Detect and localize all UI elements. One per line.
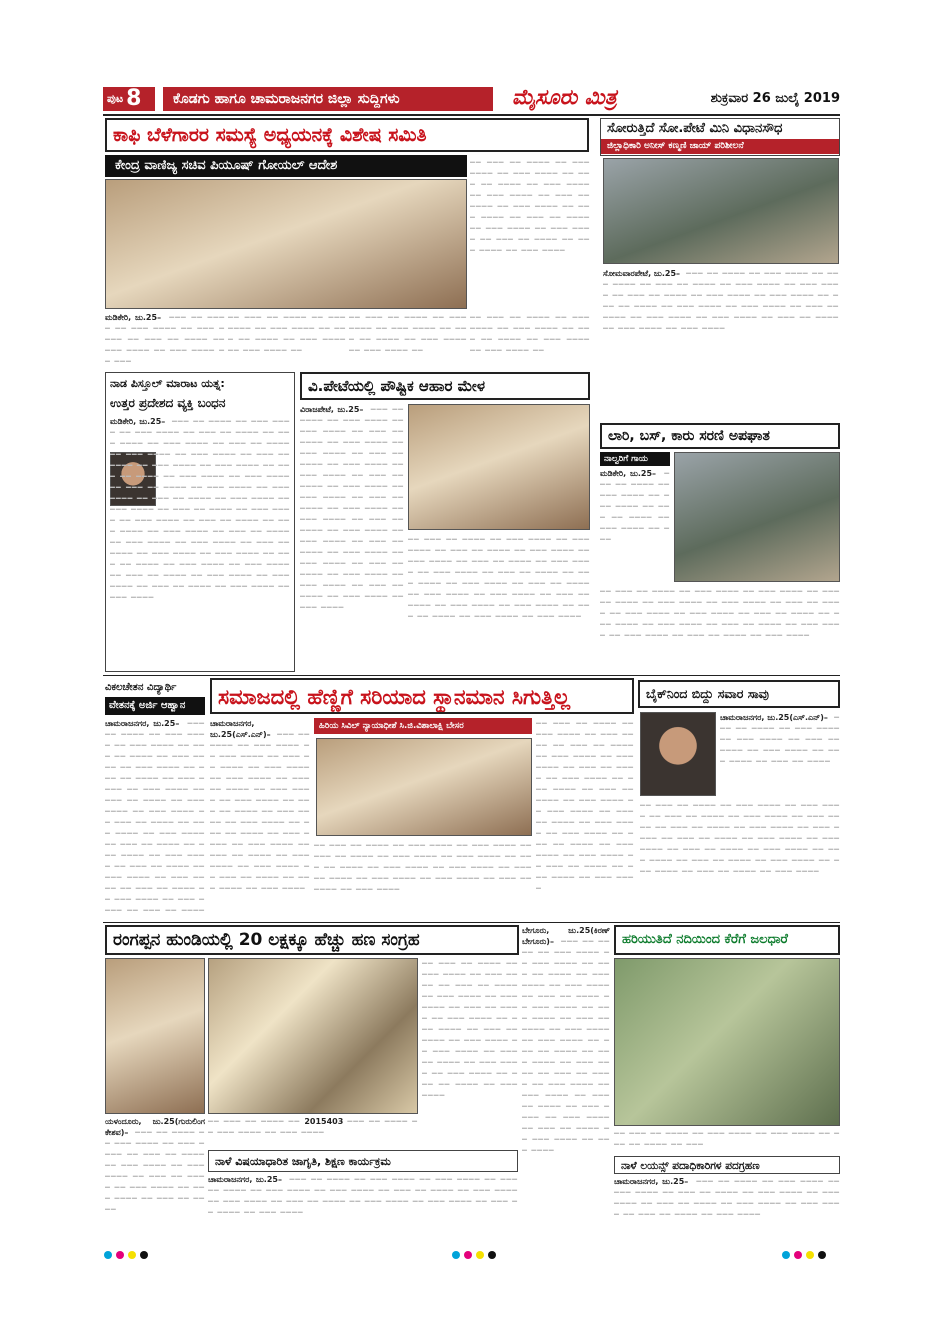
story7-photo-event: [316, 738, 532, 836]
dot-yellow: [476, 1251, 484, 1259]
story5-body-col1: ಮಡಿಕೇರಿ, ಜು.25– ━━━ ━━ ━━━━ ━━ ━━━ ━━━━ ━━ ━━━ ━━━━ ━━ ━━━ ━━ ━━━━ ━━ ━━━ ━━━━ ━━ ━━━: [600, 469, 670, 544]
masthead-logo: ಮೈಸೂರು ಮಿತ್ರ: [512, 84, 617, 109]
dot-yellow: [806, 1251, 814, 1259]
story1-body-col2b: ━━ ━━━ ━━ ━━━━ ━━ ━━━ ━━━━ ━━ ━━━ ━━━━ ━━ ━━━ ━━ ━━━━ ━━ ━━━ ━━━━ ━━ ━━━ ━━━━ ━━: [349, 313, 467, 355]
story11-dateline: ಚಾಮರಾಜನಗರ, ಜು.25–: [208, 1175, 282, 1184]
story10-headline: ಹರಿಯುತಿದೆ ನದಿಯಿಂದ ಕೆರೆಗೆ ಜಲಧಾರೆ: [614, 925, 840, 955]
story6-dateline: ಚಾಮರಾಜನಗರ, ಜು.25–: [105, 719, 180, 728]
story8-dateline: ಚಾಮರಾಜನಗರ, ಜು.25(ಎಸ್.ಎನ್)–: [720, 713, 828, 722]
story5-photo-accident: [674, 452, 840, 582]
dot-magenta: [116, 1251, 124, 1259]
story3-headline1: ನಾಡ ಪಿಸ್ತೂಲ್ ಮಾರಾಟ ಯತ್ನ:: [110, 377, 225, 390]
lower-rule: [103, 922, 840, 923]
story1-subhead: ಕೇಂದ್ರ ವಾಣಿಜ್ಯ ಸಚಿವ ಪಿಯೂಷ್ ಗೋಯಲ್ ಆದೇಶ: [105, 155, 467, 177]
dot-black: [818, 1251, 826, 1259]
dot-black: [140, 1251, 148, 1259]
story9-body-col3: ━━ ━━━ ━━ ━━━━ ━━ ━━━ ━━━━ ━━ ━━━ ━━━━ ━━ ━━━ ━━ ━━━━ ━━ ━━━ ━━━━ ━━ ━━━ ━━━━ ━━ ━━━ ━━ ━━━━ ━━ ━━━ ━━━━ ━━ ━━━ ━━━━ ━━ ━━━ ━━ ━━━━ ━━ ━━━ ━━━━ ━━ ━━━ ━━━━ ━━ ━━━ ━━ ━━━━ ━━ ━━━ ━━━━ ━━ ━━━ ━━━━ ━━ ━━━ ━━ ━━━━ ━━ ━━━ ━━━━: [422, 959, 518, 1098]
story10-photo-water: [614, 958, 840, 1126]
story4-body-col2: ━━ ━━━ ━━ ━━━━ ━━ ━━━ ━━━━ ━━ ━━━ ━━━━ ━━ ━━━ ━━ ━━━━ ━━ ━━━ ━━━━ ━━ ━━━ ━━━━ ━━ ━━━ ━━ ━━━━ ━━ ━━━ ━━━━ ━━ ━━━ ━━━━ ━━ ━━━ ━━ ━━━━ ━━ ━━━ ━━━━ ━━ ━━━ ━━━━ ━━ ━━━ ━━ ━━━━ ━━ ━━━ ━━━━ ━━ ━━━ ━━━━ ━━ ━━━ ━━ ━━━━ ━━ ━━━ ━━━━ ━━ ━━━ ━━━━ ━━ ━━━ ━━ ━━━━ ━━ ━━━ ━━━━ ━━ ━━━ ━━━━: [408, 535, 590, 621]
story8-body-col1: ಚಾಮರಾಜನಗರ, ಜು.25(ಎಸ್.ಎನ್)– ━━━ ━━ ━━━━ ━━ ━━━ ━━━━ ━━ ━━━ ━━━━ ━━ ━━━ ━━ ━━━━ ━━ ━━━ ━━━━ ━━ ━━━ ━━━━ ━━ ━━━ ━━ ━━━━: [720, 713, 840, 766]
story9-headline: ರಂಗಪ್ಪನ ಹುಂಡಿಯಲ್ಲಿ 20 ಲಕ್ಷಕ್ಕೂ ಹೆಚ್ಚು ಹಣ ಸಂಗ್ರಹ: [105, 925, 519, 955]
story11-headline: ನಾಳೆ ವಿಷಯಾಧಾರಿತ ಜಾಗೃತಿ, ಶಿಕ್ಷಣ ಕಾರ್ಯಕ್ರಮ: [208, 1150, 518, 1172]
issue-date: ಶುಕ್ರವಾರ 26 ಜುಲೈ 2019: [710, 91, 840, 106]
story6-body: ಚಾಮರಾಜನಗರ, ಜು.25– ━━━ ━━ ━━━━ ━━ ━━━ ━━━━ ━━ ━━━ ━━━━ ━━ ━━━ ━━ ━━━━ ━━ ━━━ ━━━━ ━━ ━━━ ━━━━ ━━ ━━━ ━━ ━━━━ ━━ ━━━ ━━━━ ━━ ━━━ ━━━━ ━━ ━━━ ━━ ━━━━ ━━ ━━━ ━━━━ ━━ ━━━ ━━━━ ━━ ━━━ ━━ ━━━━ ━━ ━━━ ━━━━ ━━ ━━━ ━━━━ ━━ ━━━ ━━ ━━━━ ━━ ━━━ ━━━━ ━━ ━━━ ━━━━ ━━ ━━━ ━━ ━━━━ ━━ ━━━ ━━━━ ━━ ━━━ ━━━━ ━━ ━━━ ━━ ━━━━ ━━ ━━━ ━━━━ ━━ ━━━ ━━━━ ━━ ━━━ ━━ ━━━━: [105, 719, 205, 915]
story9-photo-counting: [208, 958, 418, 1114]
story8-photo-victim: [640, 712, 716, 796]
story2-headline: ಸೋರುತ್ತಿದೆ ಸೋ.ಪೇಟೆ ಮಿನಿ ವಿಧಾನಸೌಧ: [607, 121, 783, 136]
story7-body-col1: ಚಾಮರಾಜನಗರ, ಜು.25(ಎಸ್.ಎನ್)– ━━━ ━━ ━━━━ ━━ ━━━ ━━━━ ━━ ━━━ ━━━━ ━━ ━━━ ━━ ━━━━ ━━ ━━━ ━━━━ ━━ ━━━ ━━━━ ━━ ━━━ ━━ ━━━━ ━━ ━━━ ━━━━ ━━ ━━━ ━━━━ ━━ ━━━ ━━ ━━━━ ━━ ━━━ ━━━━ ━━ ━━━ ━━━━ ━━ ━━━ ━━ ━━━━ ━━ ━━━ ━━━━ ━━ ━━━ ━━━━ ━━ ━━━ ━━ ━━━━ ━━ ━━━ ━━━━ ━━ ━━━ ━━━━ ━━ ━━━ ━━ ━━━━ ━━ ━━━ ━━━━ ━━ ━━━ ━━━━: [210, 719, 310, 893]
story1-body-col3: ━━ ━━━ ━━ ━━━━ ━━ ━━━ ━━━━ ━━ ━━━ ━━━━ ━━ ━━━ ━━ ━━━━ ━━ ━━━ ━━━━ ━━ ━━━ ━━━━ ━━ ━━━ ━━ ━━━━ ━━ ━━━ ━━━━ ━━ ━━━ ━━━━ ━━ ━━━ ━━ ━━━━ ━━ ━━━ ━━━━ ━━ ━━━ ━━━━ ━━ ━━━ ━━ ━━━━ ━━ ━━━ ━━━━ ━━ ━━━ ━━━━: [470, 158, 590, 255]
story5-subhead: ನಾಲ್ವರಿಗೆ ಗಾಯ: [600, 452, 670, 466]
story6-headline2: ವೇತನಕ್ಕೆ ಅರ್ಜಿ ಆಹ್ವಾನ: [105, 697, 205, 715]
story1-body-col1: ಮಡಿಕೇರಿ, ಜು.25– ━━━ ━━ ━━━━ ━━ ━━━ ━━━━ ━━ ━━━ ━━━━ ━━ ━━━ ━━ ━━━━ ━━ ━━━ ━━━━ ━━ ━━━ ━━━━ ━━ ━━━: [105, 313, 225, 366]
story4-photo-fair: [408, 404, 590, 530]
story2-body: ಸೋಮವಾರಪೇಟೆ, ಜು.25– ━━━ ━━ ━━━━ ━━ ━━━ ━━━━ ━━ ━━━ ━━━━ ━━ ━━━ ━━ ━━━━ ━━ ━━━ ━━━━ ━━ ━━━ ━━━━ ━━ ━━━ ━━ ━━━━ ━━ ━━━ ━━━━ ━━ ━━━ ━━━━ ━━ ━━━ ━━ ━━━━ ━━ ━━━ ━━━━ ━━ ━━━ ━━━━ ━━ ━━━ ━━ ━━━━ ━━ ━━━ ━━━━ ━━ ━━━ ━━━━ ━━ ━━━ ━━ ━━━━ ━━ ━━━ ━━━━ ━━ ━━━ ━━━━: [603, 269, 839, 333]
story9-body-col2: ━━ ━━━ ━━ ━━━━ ━━ 2015403 ━━━ ━━ ━━━━ ━━ ━━━ ━━━━ ━━ ━━━ ━━━━: [208, 1117, 418, 1137]
story10-dateline: ಬೇಗೂರು, ಜು.25(ಕಿರಣ್ ಬೇಗೂರು)–: [522, 926, 610, 946]
story2-photo-inspection: [603, 158, 839, 264]
registration-dots-right: [782, 1244, 842, 1254]
story3-body: ಮಡಿಕೇರಿ, ಜು.25– ━━━ ━━ ━━━━ ━━ ━━━ ━━━━ ━━ ━━━ ━━━━ ━━ ━━━ ━━ ━━━━ ━━ ━━━ ━━━━ ━━ ━━━ ━━━━ ━━ ━━━ ━━ ━━━━ ━━ ━━━ ━━━━ ━━ ━━━ ━━━━ ━━ ━━━ ━━ ━━━━ ━━ ━━━ ━━━━ ━━ ━━━ ━━━━ ━━ ━━━ ━━ ━━━━ ━━ ━━━ ━━━━ ━━ ━━━ ━━━━ ━━ ━━━ ━━ ━━━━ ━━ ━━━ ━━━━ ━━ ━━━ ━━━━ ━━ ━━━ ━━ ━━━━ ━━ ━━━ ━━━━ ━━ ━━━ ━━━━ ━━ ━━━ ━━ ━━━━ ━━ ━━━ ━━━━ ━━ ━━━ ━━━━ ━━ ━━━ ━━ ━━━━ ━━ ━━━ ━━━━ ━━ ━━━ ━━━━ ━━ ━━━ ━━ ━━━━ ━━ ━━━ ━━━━ ━━ ━━━ ━━━━ ━━ ━━━ ━━ ━━━━ ━━ ━━━ ━━━━ ━━ ━━━ ━━━━ ━━ ━━━ ━━ ━━━━ ━━ ━━━ ━━━━ ━━ ━━━ ━━━━ ━━ ━━━ ━━ ━━━━ ━━ ━━━ ━━━━ ━━ ━━━ ━━━━ ━━ ━━━ ━━ ━━━━ ━━ ━━━ ━━━━ ━━ ━━━ ━━━━: [110, 417, 290, 602]
story5-body-col2: ━━ ━━━ ━━ ━━━━ ━━ ━━━ ━━━━ ━━ ━━━ ━━━━ ━━ ━━━ ━━ ━━━━ ━━ ━━━ ━━━━ ━━ ━━━ ━━━━ ━━ ━━━ ━━ ━━━━ ━━ ━━━ ━━━━ ━━ ━━━ ━━━━ ━━ ━━━ ━━ ━━━━ ━━ ━━━ ━━━━ ━━ ━━━ ━━━━ ━━ ━━━ ━━ ━━━━ ━━ ━━━ ━━━━ ━━ ━━━ ━━━━ ━━ ━━━ ━━ ━━━━ ━━ ━━━ ━━━━: [600, 587, 840, 640]
story1-dateline: ಮಡಿಕೇರಿ, ಜು.25–: [105, 313, 162, 322]
story1-headline: ಕಾಫಿ ಬೆಳೆಗಾರರ ಸಮಸ್ಯೆ ಅಧ್ಯಯನಕ್ಕೆ ವಿಶೇಷ ಸಮಿತಿ: [105, 118, 589, 152]
story9-photo-temple: [105, 958, 205, 1114]
story12-body: ಚಾಮರಾಜನಗರ, ಜು.25– ━━━ ━━ ━━━━ ━━ ━━━ ━━━━ ━━ ━━━ ━━━━ ━━ ━━━ ━━ ━━━━ ━━ ━━━ ━━━━ ━━ ━━━ ━━━━ ━━ ━━━ ━━ ━━━━ ━━ ━━━ ━━━━ ━━ ━━━ ━━━━ ━━ ━━━ ━━ ━━━━ ━━ ━━━ ━━━━: [614, 1177, 840, 1219]
dot-magenta: [794, 1251, 802, 1259]
story7-headline: ಸಮಾಜದಲ್ಲಿ ಹೆಣ್ಣಿಗೆ ಸರಿಯಾದ ಸ್ಥಾನಮಾನ ಸಿಗುತ್ತಿಲ್ಲ: [210, 678, 634, 714]
page-number-badge: [103, 87, 155, 111]
dot-yellow: [128, 1251, 136, 1259]
story12-dateline: ಚಾಮರಾಜನಗರ, ಜು.25–: [614, 1177, 689, 1186]
dot-black: [488, 1251, 496, 1259]
story9-dateline: ಯಳಂದೂರು, ಜು.25(ಗುರುಲಿಂಗ ಕೇಶವ)–: [105, 1117, 205, 1137]
dot-magenta: [464, 1251, 472, 1259]
story8-body-col2: ━━ ━━━ ━━ ━━━━ ━━ ━━━ ━━━━ ━━ ━━━ ━━━━ ━━ ━━━ ━━ ━━━━ ━━ ━━━ ━━━━ ━━ ━━━ ━━━━ ━━ ━━━ ━━ ━━━━ ━━ ━━━ ━━━━ ━━ ━━━ ━━━━ ━━ ━━━ ━━ ━━━━ ━━ ━━━ ━━━━ ━━ ━━━ ━━━━ ━━ ━━━ ━━ ━━━━ ━━ ━━━ ━━━━ ━━ ━━━ ━━━━ ━━ ━━━ ━━ ━━━━ ━━ ━━━ ━━━━ ━━ ━━━ ━━━━ ━━ ━━━ ━━ ━━━━ ━━ ━━━ ━━━━: [640, 801, 840, 876]
story11-body: ಚಾಮರಾಜನಗರ, ಜು.25– ━━━ ━━ ━━━━ ━━ ━━━ ━━━━ ━━ ━━━ ━━━━ ━━ ━━━ ━━ ━━━━ ━━ ━━━ ━━━━ ━━ ━━━ ━━━━ ━━ ━━━ ━━ ━━━━ ━━ ━━━ ━━━━ ━━ ━━━ ━━━━ ━━ ━━━ ━━ ━━━━ ━━ ━━━ ━━━━ ━━ ━━━ ━━━━ ━━ ━━━ ━━ ━━━━ ━━ ━━━ ━━━━: [208, 1175, 518, 1217]
story2-headline-box: [600, 118, 840, 156]
story1-body-col4: ━━ ━━━ ━━ ━━━━ ━━ ━━━ ━━━━ ━━ ━━━ ━━━━ ━━ ━━━ ━━ ━━━━ ━━ ━━━ ━━━━ ━━ ━━━ ━━━━ ━━: [470, 313, 590, 355]
story1-body-col2: ━━ ━━━ ━━ ━━━━ ━━ ━━━ ━━━━ ━━ ━━━ ━━━━ ━━ ━━━ ━━ ━━━━ ━━ ━━━ ━━━━ ━━ ━━━ ━━━━ ━━: [228, 313, 346, 355]
dot-cyan: [782, 1251, 790, 1259]
registration-dots-left: [104, 1244, 164, 1254]
section-title: ಕೊಡಗು ಹಾಗೂ ಚಾಮರಾಜನಗರ ಜಿಲ್ಲಾ ಸುದ್ದಿಗಳು: [163, 87, 493, 111]
story9-body-col1: ಯಳಂದೂರು, ಜು.25(ಗುರುಲಿಂಗ ಕೇಶವ)– ━━━ ━━ ━━━━ ━━ ━━━ ━━━━ ━━ ━━━ ━━━━ ━━ ━━━ ━━ ━━━━ ━━ ━━━ ━━━━ ━━ ━━━ ━━━━ ━━ ━━━ ━━ ━━━━ ━━ ━━━ ━━━━ ━━ ━━━ ━━━━ ━━ ━━━ ━━ ━━━━: [105, 1117, 205, 1214]
story10-body-col1: ಬೇಗೂರು, ಜು.25(ಕಿರಣ್ ಬೇಗೂರು)– ━━━ ━━ ━━━━ ━━ ━━━ ━━━━ ━━ ━━━ ━━━━ ━━ ━━━ ━━ ━━━━ ━━ ━━━ ━━━━ ━━ ━━━ ━━━━ ━━ ━━━ ━━ ━━━━ ━━ ━━━ ━━━━ ━━ ━━━ ━━━━ ━━ ━━━ ━━ ━━━━ ━━ ━━━ ━━━━ ━━ ━━━ ━━━━ ━━ ━━━ ━━ ━━━━ ━━ ━━━ ━━━━ ━━ ━━━ ━━━━ ━━ ━━━ ━━ ━━━━ ━━ ━━━ ━━━━ ━━ ━━━ ━━━━ ━━ ━━━ ━━ ━━━━ ━━ ━━━ ━━━━ ━━ ━━━ ━━━━ ━━ ━━━ ━━ ━━━━ ━━ ━━━ ━━━━ ━━ ━━━ ━━━━: [522, 926, 610, 1153]
story4-body-col1: ವಿರಾಜಪೇಟೆ, ಜು.25– ━━━ ━━ ━━━━ ━━ ━━━ ━━━━ ━━ ━━━ ━━━━ ━━ ━━━ ━━ ━━━━ ━━ ━━━ ━━━━ ━━ ━━━ ━━━━ ━━ ━━━ ━━ ━━━━ ━━ ━━━ ━━━━ ━━ ━━━ ━━━━ ━━ ━━━ ━━ ━━━━ ━━ ━━━ ━━━━ ━━ ━━━ ━━━━ ━━ ━━━ ━━ ━━━━ ━━ ━━━ ━━━━ ━━ ━━━ ━━━━ ━━ ━━━ ━━ ━━━━ ━━ ━━━ ━━━━ ━━ ━━━ ━━━━ ━━ ━━━ ━━ ━━━━ ━━ ━━━ ━━━━ ━━ ━━━ ━━━━ ━━ ━━━ ━━ ━━━━ ━━ ━━━ ━━━━ ━━ ━━━ ━━━━ ━━ ━━━ ━━ ━━━━ ━━ ━━━ ━━━━ ━━ ━━━ ━━━━: [300, 405, 404, 612]
story2-dateline: ಸೋಮವಾರಪೇಟೆ, ಜು.25–: [603, 269, 681, 278]
story10-caption: ━━ ━━━ ━━ ━━━━ ━━ ━━━ ━━━━ ━━ ━━━ ━━━━ ━━ ━━━ ━━ ━━━━ ━━ ━━━: [614, 1129, 840, 1149]
story7-dateline: ಚಾಮರಾಜನಗರ, ಜು.25(ಎಸ್.ಎನ್)–: [210, 719, 271, 739]
registration-dots-center: [452, 1244, 512, 1254]
story12-headline: ನಾಳೆ ಲಯನ್ಸ್ ಪದಾಧಿಕಾರಿಗಳ ಪದಗ್ರಹಣ: [614, 1156, 840, 1174]
story3-headline2: ಉತ್ತರ ಪ್ರದೇಶದ ವ್ಯಕ್ತಿ ಬಂಧನ: [110, 396, 226, 410]
story3-dateline: ಮಡಿಕೇರಿ, ಜು.25–: [110, 417, 166, 426]
story5-dateline: ಮಡಿಕೇರಿ, ಜು.25–: [600, 469, 657, 478]
page-number: 8: [126, 86, 142, 111]
mid-rule: [103, 675, 840, 676]
story1-photo-meeting: [105, 179, 467, 309]
story5-headline: ಲಾರಿ, ಬಸ್, ಕಾರು ಸರಣಿ ಅಪಘಾತ: [600, 423, 840, 449]
story2-subhead: ಜಿಲ್ಲಾಧಿಕಾರಿ ಅನೀಸ್ ಕಣ್ಮಣಿ ಜಾಯ್ ಪರಿಶೀಲನೆ: [601, 139, 839, 154]
story4-headline: ವಿ.ಪೇಟೆಯಲ್ಲಿ ಪೌಷ್ಟಿಕ ಆಹಾರ ಮೇಳ: [300, 372, 590, 400]
story7-body-col2: ━━ ━━━ ━━ ━━━━ ━━ ━━━ ━━━━ ━━ ━━━ ━━━━ ━━ ━━━ ━━ ━━━━ ━━ ━━━ ━━━━ ━━ ━━━ ━━━━ ━━ ━━━ ━━ ━━━━ ━━ ━━━ ━━━━ ━━ ━━━ ━━━━ ━━ ━━━ ━━ ━━━━ ━━ ━━━ ━━━━ ━━ ━━━ ━━━━ ━━ ━━━ ━━ ━━━━ ━━ ━━━ ━━━━: [314, 841, 532, 894]
dot-cyan: [452, 1251, 460, 1259]
story4-dateline: ವಿರಾಜಪೇಟೆ, ಜು.25–: [300, 405, 364, 414]
story7-body-col3: ━━ ━━━ ━━ ━━━━ ━━ ━━━ ━━━━ ━━ ━━━ ━━━━ ━━ ━━━ ━━ ━━━━ ━━ ━━━ ━━━━ ━━ ━━━ ━━━━ ━━ ━━━ ━━ ━━━━ ━━ ━━━ ━━━━ ━━ ━━━ ━━━━ ━━ ━━━ ━━ ━━━━ ━━ ━━━ ━━━━ ━━ ━━━ ━━━━ ━━ ━━━ ━━ ━━━━ ━━ ━━━ ━━━━ ━━ ━━━ ━━━━ ━━ ━━━ ━━ ━━━━ ━━ ━━━ ━━━━ ━━ ━━━ ━━━━ ━━ ━━━ ━━ ━━━━ ━━ ━━━ ━━━━ ━━ ━━━ ━━━━: [536, 719, 634, 893]
story6-headline1: ವಿಕಲಚೇತನ ವಿದ್ಯಾರ್ಥಿ: [105, 682, 177, 693]
story7-subhead: ಹಿರಿಯ ಸಿವಿಲ್ ನ್ಯಾಯಾಧೀಶೆ ಸಿ.ಜಿ.ವಿಶಾಲಾಕ್ಷಿ ಬೇಸರ: [314, 718, 532, 734]
story9-amount: 2015403: [304, 1117, 344, 1126]
story8-headline: ಬೈಕ್‌ನಿಂದ ಬಿದ್ದು ಸವಾರ ಸಾವು: [638, 680, 840, 708]
page-label: ಪುಟ: [107, 92, 124, 105]
header-rule: [103, 114, 840, 116]
dot-cyan: [104, 1251, 112, 1259]
